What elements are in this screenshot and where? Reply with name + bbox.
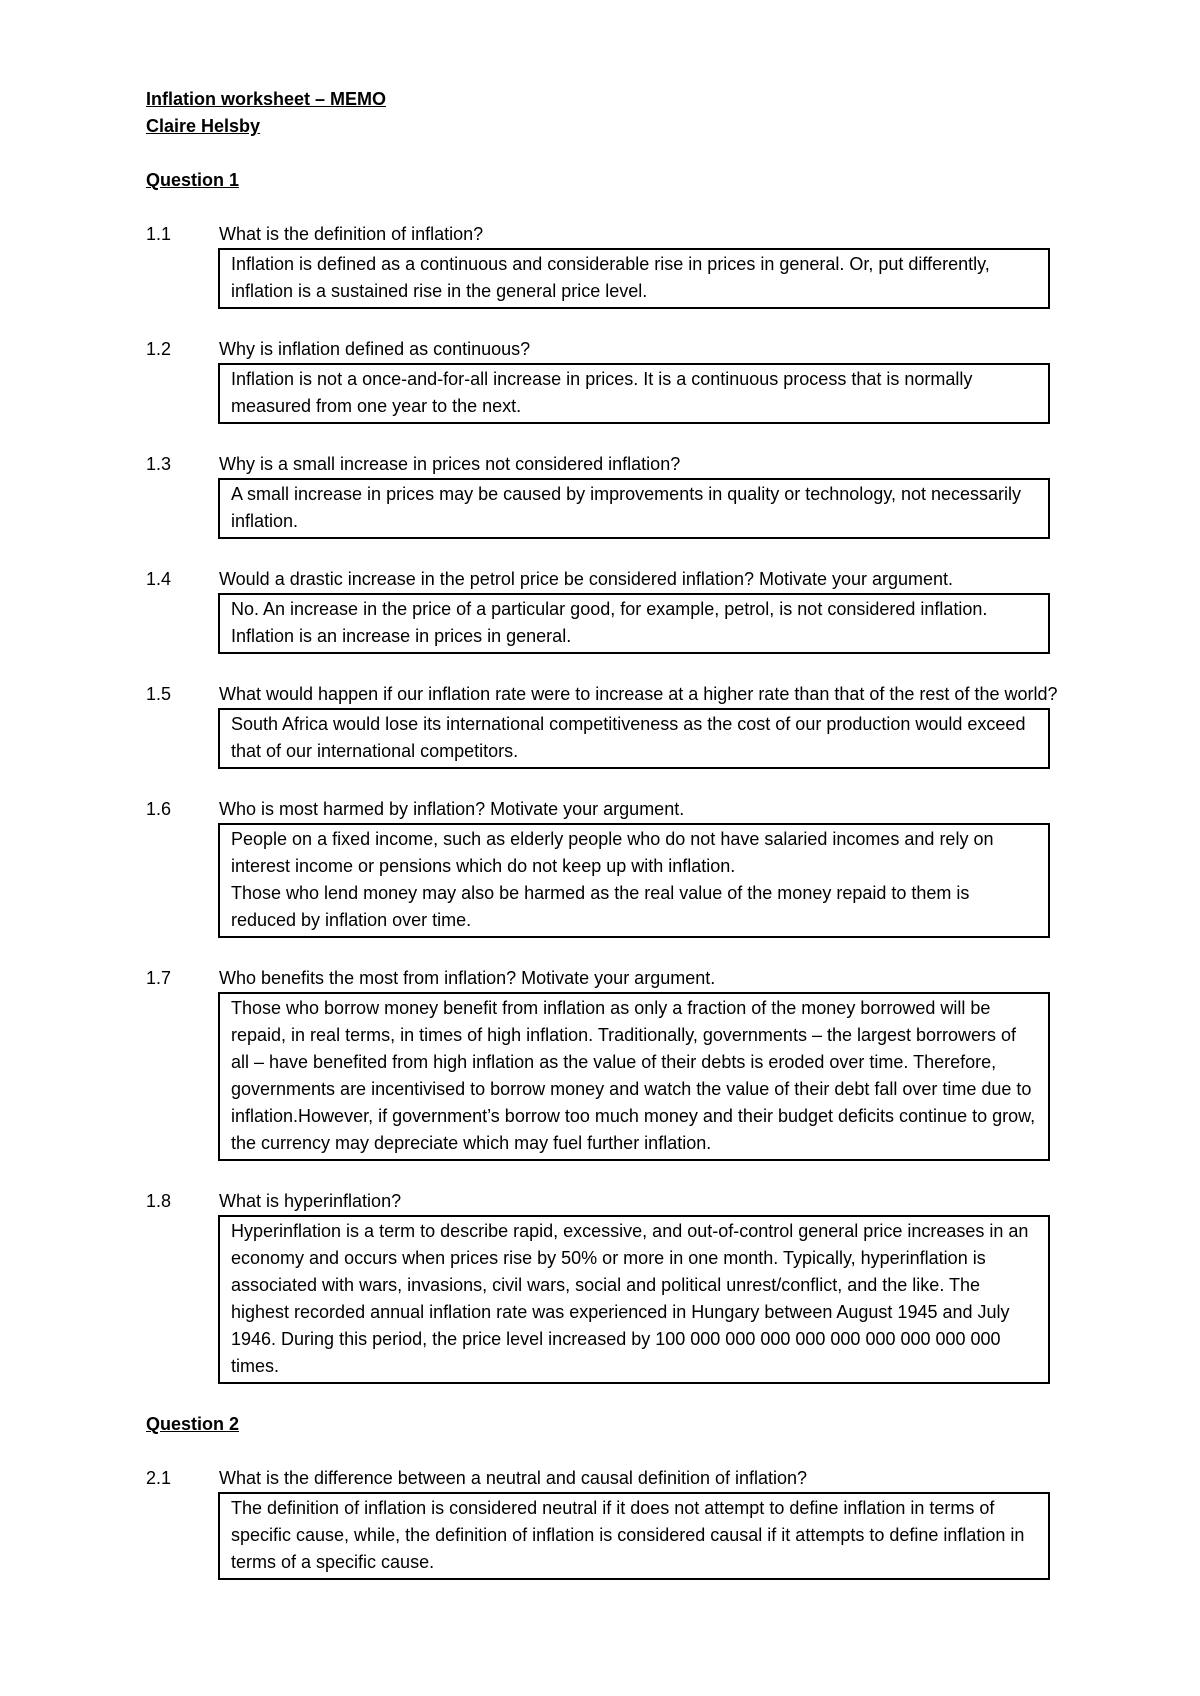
- answer-box: [218, 478, 1050, 539]
- question-number: 1.1: [146, 224, 172, 244]
- question-1-3: [146, 451, 1066, 478]
- question-text: What is the definition of inflation?: [219, 224, 484, 244]
- section-title: Question 2: [146, 1414, 240, 1434]
- question-text: Why is a small increase in prices not considered inflation?: [219, 454, 681, 474]
- sections-container: [146, 167, 1066, 1580]
- answer-text: People on a fixed income, such as elderly people who do not have salaried incomes and rely on interest income or pensions which do not keep up with inflation.: [231, 829, 994, 876]
- question-1-5: [146, 681, 1066, 708]
- answer-box: [218, 593, 1050, 654]
- answer-box: [218, 363, 1050, 424]
- question-text: Why is inflation defined as continuous?: [219, 339, 531, 359]
- answer-box: [218, 708, 1050, 769]
- document-page: [146, 86, 1066, 1580]
- question-number: 1.5: [146, 684, 172, 704]
- answer-text: The definition of inflation is considered neutral if it does not attempt to define inflation in terms of specific cause, while, the definition of inflation is considered causal if it attempts to define inflation in terms of a specific cause.: [231, 1498, 1025, 1572]
- answer-text: Inflation is not a once-and-for-all increase in prices. It is a continuous process that is normally measured from one year to the next.: [231, 369, 973, 416]
- question-number: 2.1: [146, 1468, 172, 1488]
- section-title: Question 1: [146, 170, 240, 190]
- question-number: 1.3: [146, 454, 172, 474]
- answer-text: No. An increase in the price of a particular good, for example, petrol, is not considered inflation. Inflation is an increase in prices in general.: [231, 599, 988, 646]
- question-text: What is the difference between a neutral and causal definition of inflation?: [219, 1468, 808, 1488]
- answer-text: Those who lend money may also be harmed as the real value of the money repaid to them is reduced by inflation over time.: [231, 883, 970, 930]
- question-text: What is hyperinflation?: [219, 1191, 402, 1211]
- answer-box: [218, 823, 1050, 938]
- document-title: Inflation worksheet – MEMO: [146, 89, 387, 109]
- answer-text: Inflation is defined as a continuous and considerable rise in prices in general. Or, put differently, inflation is a sustained rise in the general price level.: [231, 254, 990, 301]
- question-1-1: [146, 221, 1066, 248]
- question-2-1: [146, 1465, 1066, 1492]
- answer-text: South Africa would lose its international competitiveness as the cost of our production would exceed that of our international competitors.: [231, 714, 1026, 761]
- question-1-4: [146, 566, 1066, 593]
- question-number: 1.4: [146, 569, 172, 589]
- answer-text: Those who borrow money benefit from inflation as only a fraction of the money borrowed will be repaid, in real terms, in times of high inflation. Traditionally, governments – the largest borrowers of all – have benefited from high inflation as the value of their debts is eroded over time. Therefore, governments are incentivised to borrow money and watch the value of their debt fall over time due to inflation.However, if government’s borrow too much money and their budget deficits continue to grow, the currency may depreciate which may fuel further inflation.: [231, 998, 1036, 1153]
- answer-box: [218, 992, 1050, 1161]
- question-number: 1.2: [146, 339, 172, 359]
- question-1-8: [146, 1188, 1066, 1215]
- question-text: What would happen if our inflation rate were to increase at a higher rate than that of the rest of the world?: [219, 684, 1058, 704]
- question-text: Who benefits the most from inflation? Motivate your argument.: [219, 968, 716, 988]
- answer-box: [218, 1215, 1050, 1384]
- document-author: Claire Helsby: [146, 116, 261, 136]
- answer-text: Hyperinflation is a term to describe rapid, excessive, and out-of-control general price increases in an economy and occurs when prices rise by 50% or more in one month. Typically, hyperinflation is associated with wars, invasions, civil wars, social and political unrest/conflict, and the like. The highest recorded annual inflation rate was experienced in Hungary between August 1945 and July 1946. During this period, the price level increased by 100 000 000 000 000 000 000 000 000 000 times.: [231, 1221, 1029, 1376]
- answer-text: A small increase in prices may be caused by improvements in quality or technology, not necessarily inflation.: [231, 484, 1022, 531]
- answer-box: [218, 1492, 1050, 1580]
- question-text: Who is most harmed by inflation? Motivate your argument.: [219, 799, 685, 819]
- question-1-6: [146, 796, 1066, 823]
- question-1-2: [146, 336, 1066, 363]
- question-number: 1.8: [146, 1191, 172, 1211]
- answer-box: [218, 248, 1050, 309]
- question-text: Would a drastic increase in the petrol price be considered inflation? Motivate your argument.: [219, 569, 954, 589]
- question-number: 1.6: [146, 799, 172, 819]
- question-1-7: [146, 965, 1066, 992]
- question-number: 1.7: [146, 968, 172, 988]
